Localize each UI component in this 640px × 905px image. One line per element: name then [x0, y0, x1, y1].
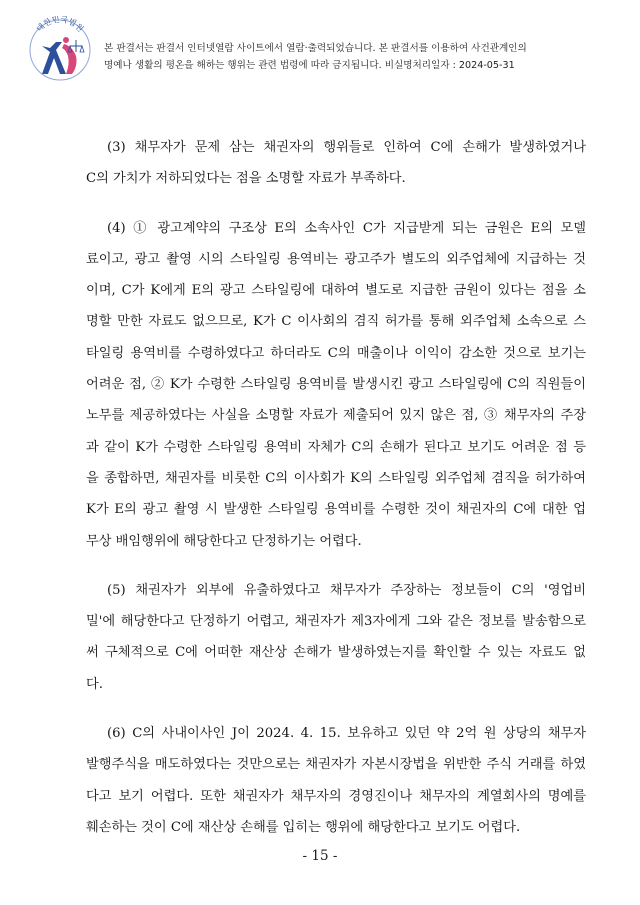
paragraph-6: [86, 718, 586, 843]
text-line: (4) ① 광고계약의 구조상 E의 소속사인 C가 지급받게 되는 금원은 E의 모델: [107, 220, 586, 236]
paragraph-5: [86, 575, 586, 700]
text-line: C의 가치가 저하되었다는 점을 소명할 자료가 부족하다.: [86, 171, 406, 187]
text-line: 다고 보기 어렵다. 또한 채권자가 채무자의 경영진이나 채무자의 계열회사의 명예를: [86, 788, 586, 804]
text-line: 을 종합하면, 채권자를 비롯한 C의 이사회가 K의 스타일링 외주업체 겸직을 허가하여: [86, 470, 586, 486]
paragraph-4: [86, 213, 586, 557]
text-line: 과 같이 K가 수령한 스타일링 용역비 자체가 C의 손해가 된다고 보기도 어려운 점 등: [86, 439, 586, 455]
text-line: 이며, C가 K에게 E의 광고 스타일링에 대하여 별도로 지급한 금원이 있다는 점을 소: [86, 283, 586, 299]
text-line: 발행주식을 매도하였다는 것만으로는 채권자가 자본시장법을 위반한 주식 거래를 하였: [86, 757, 586, 773]
text-line: 어려운 점, ② K가 수령한 스타일링 용역비를 발생시킨 광고 스타일링에 C의 직원들이: [86, 377, 586, 393]
page-header: [0, 0, 640, 90]
text-line: 타일링 용역비를 수령하였다고 하더라도 C의 매출이나 이익이 감소한 것으로 보기는: [86, 345, 586, 361]
text-line: 료이고, 광고 촬영 시의 스타일링 용역비는 광고주가 별도의 외주업체에 지급하는 것: [86, 251, 586, 267]
page-number: - 15 -: [302, 848, 338, 864]
text-line: 밀'에 해당한다고 단정하기 어렵고, 채권자가 제3자에게 그와 같은 정보를 발송함으로: [86, 614, 586, 630]
text-line: 무상 배임행위에 해당한다고 단정하기는 어렵다.: [86, 533, 362, 549]
court-logo: [26, 16, 94, 84]
notice-line: 본 판결서는 판결서 인터넷열람 사이트에서 열람·출력되었습니다. 본 판결서를 이용하여 사건관계인의: [104, 43, 527, 54]
text-line: 훼손하는 것이 C에 재산상 손해를 입히는 행위에 해당한다고 보기도 어렵다.: [86, 819, 521, 835]
text-line: (5) 채권자가 외부에 유출하였다고 채무자가 주장하는 정보들이 C의 '영업비: [107, 582, 586, 598]
text-line: (3) 채무자가 문제 삼는 채권자의 행위들로 인하여 C에 손해가 발생하였거나: [107, 140, 586, 155]
text-line: (6) C의 사내이사인 J이 2024. 4. 15. 보유하고 있던 약 2억 원 상당의 채무자: [107, 726, 586, 742]
paragraph-3: [86, 132, 586, 195]
text-line: 명할 만한 자료도 없으므로, K가 C 이사회의 겸직 허가를 통해 외주업체 소속으로 스: [86, 314, 586, 330]
svg-text:대한민국법원: [34, 16, 86, 34]
text-line: 다.: [86, 676, 103, 692]
logo-arc-text: 대한민국법원: [34, 16, 86, 34]
court-emblem-icon: [26, 16, 94, 84]
text-line: K가 E의 광고 촬영 시 발생한 스타일링 용역비를 수령한 것이 채권자의 C에 대한 업: [86, 502, 586, 518]
text-line: 노무를 제공하였다는 사실을 소명할 자료가 제출되어 있지 않은 점, ③ 채무자의 주장: [86, 408, 586, 424]
notice-line: 명예나 생활의 평온을 해하는 행위는 관련 법령에 따라 금지됩니다. 비실명처리일자 : 2024-05-31: [104, 60, 515, 71]
text-line: 써 구체적으로 C에 어떠한 재산상 손해가 발생하였는지를 확인할 수 있는 자료도 없: [86, 645, 586, 661]
access-notice: [104, 40, 634, 74]
judgment-body: [86, 132, 586, 861]
